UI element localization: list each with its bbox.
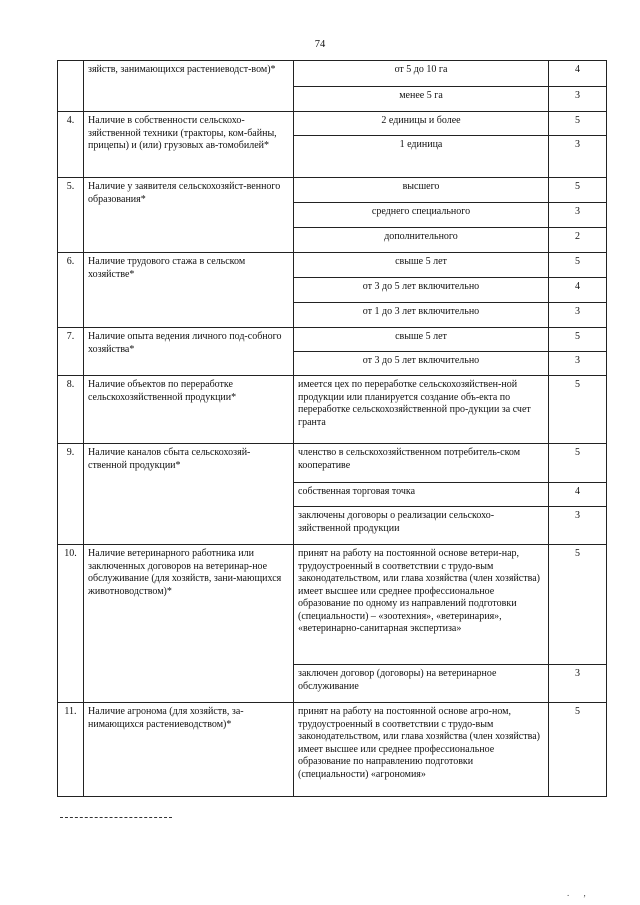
option-text: менее 5 га (294, 87, 549, 112)
table-row (58, 545, 607, 665)
option-score: 5 (549, 178, 607, 203)
option-score: 5 (549, 112, 607, 136)
option-text: от 5 до 10 га (294, 61, 549, 87)
option-text: от 3 до 5 лет включительно (294, 352, 549, 376)
criterion-number: 11. (58, 703, 84, 797)
option-text: свыше 5 лет (294, 328, 549, 352)
option-score: 3 (549, 136, 607, 178)
criterion-number: 8. (58, 376, 84, 444)
option-text: собственная торговая точка (294, 483, 549, 507)
option-text: от 1 до 3 лет включительно (294, 303, 549, 328)
criterion-number: 9. (58, 444, 84, 545)
option-score: 4 (549, 483, 607, 507)
option-score: 4 (549, 61, 607, 87)
option-text: заключены договоры о реализации сельскохо-зяйственной продукции (294, 507, 549, 545)
criterion-name: Наличие в собственности сельскохо-зяйственной техники (тракторы, ком-байны, прицепы) и (или) грузовых ав-томобилей* (84, 112, 294, 178)
criterion-number: 10. (58, 545, 84, 703)
table-row (58, 703, 607, 797)
option-text: 1 единица (294, 136, 549, 178)
option-score: 2 (549, 228, 607, 253)
criterion-name: Наличие у заявителя сельскохозяйст-венного образования* (84, 178, 294, 253)
option-text: принят на работу на постоянной основе агро-ном, трудоустроенный в соответствии с трудо-вым законодательством, или глава хозяйства (член хозяйства) имеет высшее или среднее профессиональное образование по направлению подготовки (специальности) «агрономия» (294, 703, 549, 797)
option-text: заключен договор (договоры) на ветеринарное обслуживание (294, 665, 549, 703)
option-text: среднего специального (294, 203, 549, 228)
criterion-name: Наличие опыта ведения личного под-собного хозяйства* (84, 328, 294, 376)
table-row (58, 61, 607, 87)
criterion-name: Наличие трудового стажа в сельском хозяйстве* (84, 253, 294, 328)
criterion-name: Наличие ветеринарного работника или заключенных договоров на ветеринар-ное обслуживание (для хозяйств, зани-мающихся животноводством)* (84, 545, 294, 703)
table-row (58, 253, 607, 278)
option-text: членство в сельскохозяйственном потребитель-ском кооперативе (294, 444, 549, 483)
criterion-number (58, 61, 84, 112)
criterion-number: 6. (58, 253, 84, 328)
criterion-number: 4. (58, 112, 84, 178)
criterion-number: 5. (58, 178, 84, 253)
option-text: высшего (294, 178, 549, 203)
option-score: 5 (549, 253, 607, 278)
option-score: 3 (549, 352, 607, 376)
table-row (58, 112, 607, 136)
option-score: 3 (549, 507, 607, 545)
criterion-name: Наличие объектов по переработке сельскохозяйственной продукции* (84, 376, 294, 444)
criterion-name: зяйств, занимающихся растениеводст-вом)* (84, 61, 294, 112)
option-text: имеется цех по переработке сельскохозяйствен-ной продукции или планируется создание объ-екта по переработке сельскохозяйственной про-дукции за счет гранта (294, 376, 549, 444)
option-text: от 3 до 5 лет включительно (294, 278, 549, 303)
table-row (58, 328, 607, 352)
option-score: 5 (549, 444, 607, 483)
option-score: 5 (549, 376, 607, 444)
table-row (58, 444, 607, 483)
criterion-name: Наличие агронома (для хозяйств, за-нимающихся растениеводством)* (84, 703, 294, 797)
option-text: дополнительного (294, 228, 549, 253)
criteria-table (57, 60, 607, 797)
option-text: 2 единицы и более (294, 112, 549, 136)
option-score: 5 (549, 328, 607, 352)
option-score: 3 (549, 203, 607, 228)
option-score: 5 (549, 545, 607, 665)
option-score: 5 (549, 703, 607, 797)
corner-mark: . , (567, 888, 592, 898)
criterion-number: 7. (58, 328, 84, 376)
table-row (58, 178, 607, 203)
table-row (58, 376, 607, 444)
criterion-name: Наличие каналов сбыта сельскохозяй-ственной продукции* (84, 444, 294, 545)
option-score: 3 (549, 87, 607, 112)
page-number: 74 (314, 39, 326, 50)
footnote-divider (60, 817, 172, 818)
option-score: 3 (549, 665, 607, 703)
option-score: 4 (549, 278, 607, 303)
option-score: 3 (549, 303, 607, 328)
option-text: принят на работу на постоянной основе ветери-нар, трудоустроенный в соответствии с трудо-вым законодательством, или глава хозяйства (член хозяйства) имеет высшее или среднее профессиональное образование по одному из направлений подготовки (специальности) – «зоотехния», «ветеринария», «ветеринарно-санитарная экспертиза» (294, 545, 549, 665)
option-text: свыше 5 лет (294, 253, 549, 278)
